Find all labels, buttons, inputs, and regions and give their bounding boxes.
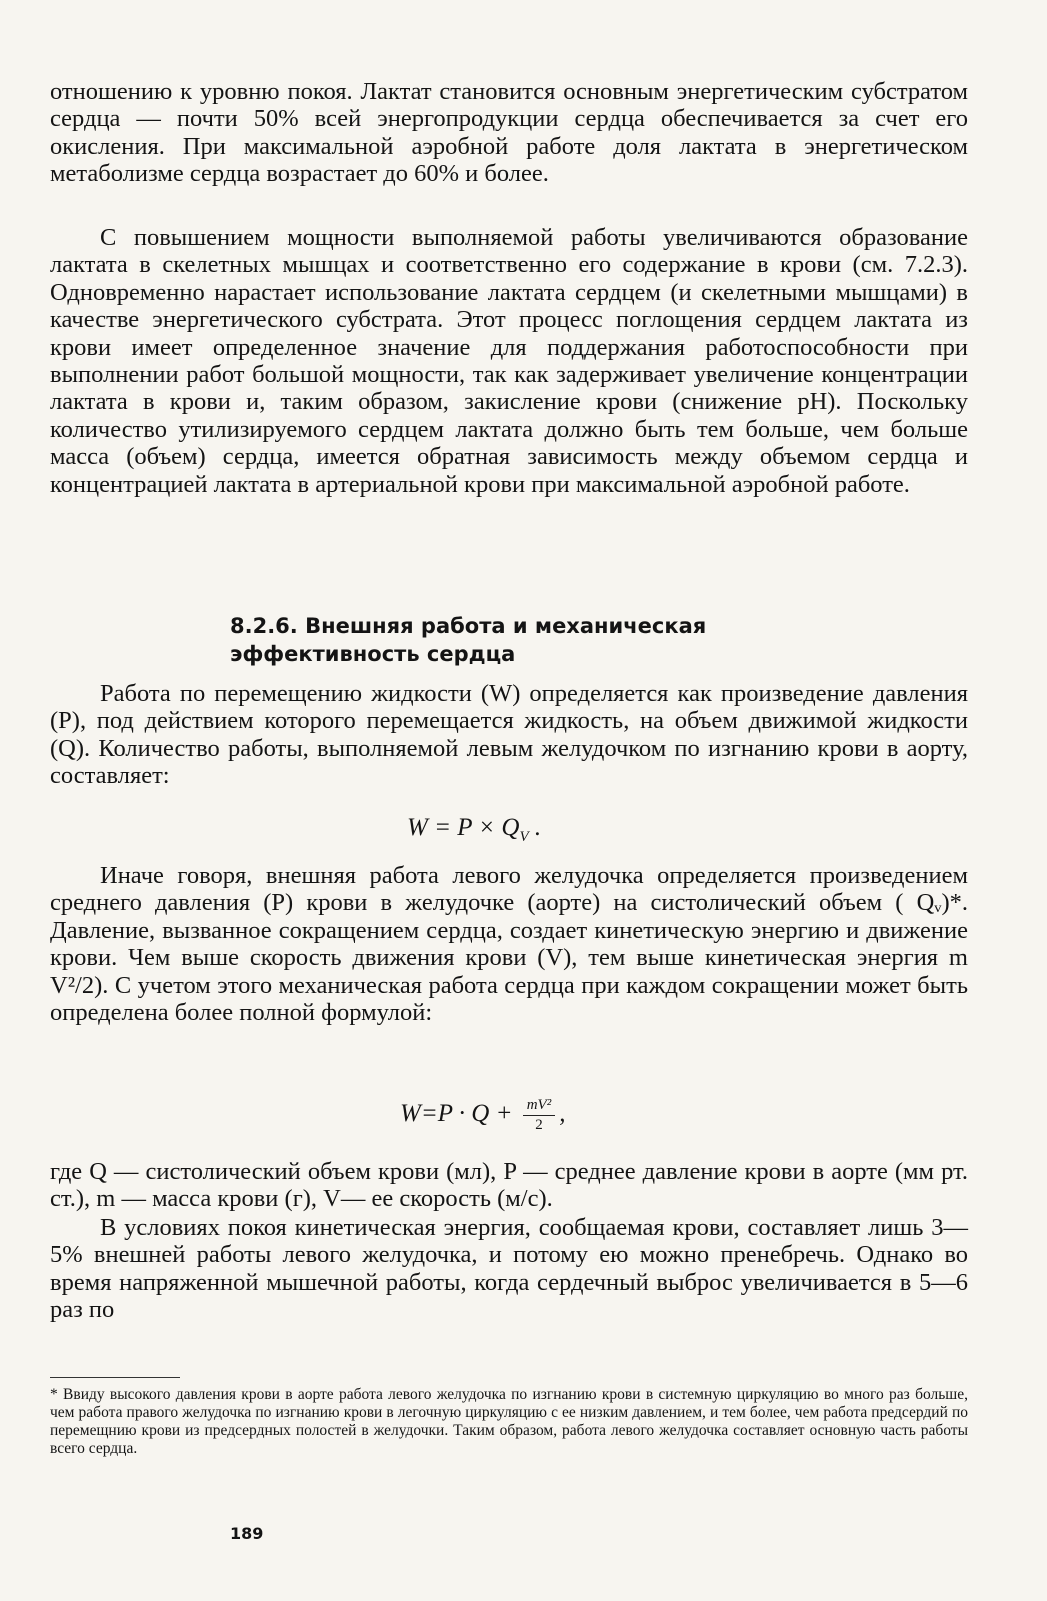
paragraph-4-text: Иначе говоря, внешняя работа левого желудочка определяется произведением среднего давления (P) крови в желудочке (аорте) на систолический объем ( Qᵥ)*. Давление, вызванное сокращением сердца, создает кинетическую энергию и движение крови. Чем выше скорость движения крови (V), тем выше кинетическая энергия m V²/2). С учетом этого механическая работа сердца при каждом сокращении может быть определена более полной формулой: xyxy=(50,862,968,1027)
paragraph-5 xyxy=(50,1158,968,1213)
paragraph-2-text: С повышением мощности выполняемой работы увеличиваются образование лактата в скелетных мышцах и соответственно его содержание в крови (см. 7.2.3). Одновременно нарастает использование лактата сердцем (и скелетными мышцами) в качестве энергетического субстрата. Этот процесс поглощения сердцем лактата из крови имеет определенное значение для поддержания работоспособности при выполнении работ большой мощности, так как задерживает увеличение концентрации лактата в крови и, таким образом, закисление крови (снижение pH). Поскольку количество утилизируемого сердцем лактата должно быть тем больше, чем больше масса (объем) сердца, имеется обратная зависимость между объемом сердца и концентрацией лактата в артериальной крови при максимальной аэробной работе. xyxy=(50,224,968,498)
formula-2-end: , xyxy=(559,1100,566,1128)
paragraph-5-text: где Q — систолический объем крови (мл), P — среднее давление крови в аорте (мм рт. ст.), m — масса крови (г), V— ее скорость (м/с). xyxy=(50,1158,968,1213)
paragraph-4 xyxy=(50,862,968,1026)
section-heading-line-1: 8.2.6. Внешняя работа и механическая xyxy=(230,614,707,638)
formula-2-lhs: W=P · Q + xyxy=(400,1100,513,1128)
paragraph-2 xyxy=(50,224,968,498)
formula-1-main: W = P × Q xyxy=(407,814,520,841)
formula-work-full xyxy=(400,1097,565,1134)
paragraph-3-text: Работа по перемещению жидкости (W) определяется как произведение давления (P), под действием которого перемещается жидкость, на объем движимой жидкости (Q). Количество работы, выполняемой левым желудочком по изгнанию крови в аорту, составляет: xyxy=(50,680,968,790)
formula-2-fraction xyxy=(523,1097,556,1134)
formula-1-subscript: V xyxy=(519,829,529,845)
paragraph-6-text: В условиях покоя кинетическая энергия, сообщаемая крови, составляет лишь 3—5% внешней работы левого желудочка, и потому ею можно пренебречь. Однако во время напряженной мышечной работы, когда сердечный выброс увеличивается в 5—6 раз по xyxy=(50,1214,968,1324)
paragraph-1 xyxy=(50,78,968,188)
footnote: * Ввиду высокого давления крови в аорте работа левого желудочка по изгнанию крови в системную циркуляцию во много раз больше, чем работа правого желудочка по изгнанию крови в легочную циркуляцию с ее низким давлением, и тем более, чем работа предсердий по перемещнию крови из предсердных полостей в желудочки. Таким образом, работа левого желудочка составляет основную часть работы всего сердца. xyxy=(50,1386,968,1457)
paragraph-3 xyxy=(50,680,968,790)
formula-2-denominator: 2 xyxy=(535,1117,543,1133)
section-heading xyxy=(230,612,870,668)
section-heading-line-2: эффективность сердца xyxy=(230,642,516,666)
footnote-divider xyxy=(50,1377,180,1378)
formula-work-simple xyxy=(407,814,541,846)
formula-1-end: . xyxy=(534,814,542,841)
paragraph-6 xyxy=(50,1214,968,1324)
paragraph-1-text: отношению к уровню покоя. Лактат становится основным энергетическим субстратом сердца — почти 50% всей энергопродукции сердца обеспечивается за счет его окисления. При максимальной аэробной работе доля лактата в энергетическом метаболизме сердца возрастает до 60% и более. xyxy=(50,78,968,188)
page-number: 189 xyxy=(230,1524,264,1543)
formula-2-numerator: mV² xyxy=(523,1097,556,1116)
